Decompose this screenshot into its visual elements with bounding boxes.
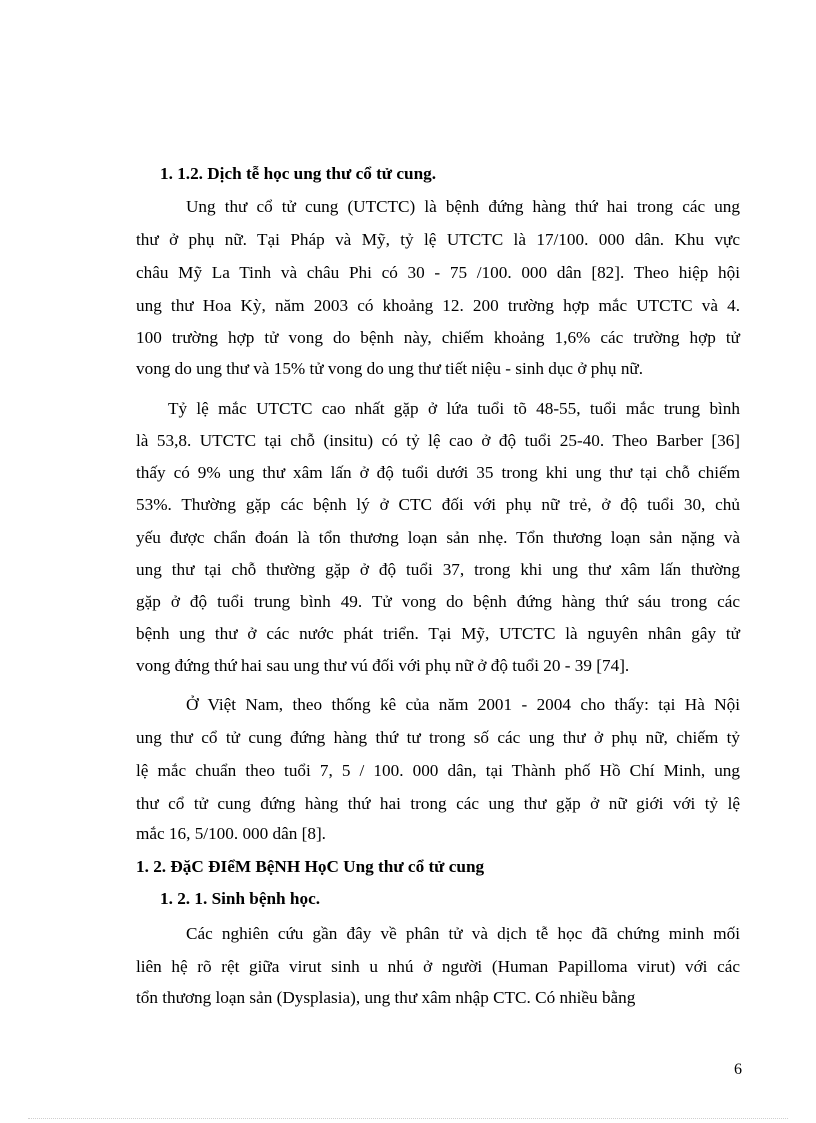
paragraph-1-line-3: châu Mỹ La Tinh và châu Phi có 30 - 75 /100. 000 dân [82]. Theo hiệp hội: [136, 263, 740, 282]
paragraph-2-line-7: gặp ở độ tuổi trung bình 49. Tử vong do bệnh đứng hàng thứ sáu trong các: [136, 592, 740, 611]
page-bottom-border: [28, 1118, 788, 1119]
page-number: 6: [734, 1061, 742, 1078]
paragraph-2-line-9: vong đứng thứ hai sau ung thư vú đối với phụ nữ ở độ tuổi 20 - 39 [74].: [136, 656, 630, 675]
paragraph-2-line-6: ung thư tại chỗ thường gặp ở độ tuổi 37, trong khi ung thư xâm lấn thường: [136, 560, 740, 579]
paragraph-3-line-3: lệ mắc chuẩn theo tuổi 7, 5 / 100. 000 dân, tại Thành phố Hồ Chí Minh, ung: [136, 761, 740, 780]
paragraph-2-line-8: bệnh ung thư ở các nước phát triển. Tại Mỹ, UTCTC là nguyên nhân gây tử: [136, 624, 740, 643]
paragraph-3-line-4: thư cổ tử cung đứng hàng thứ hai trong các ung thư gặp ở nữ giới với tỷ lệ: [136, 794, 740, 813]
paragraph-2-line-2: là 53,8. UTCTC tại chỗ (insitu) có tỷ lệ cao ở độ tuổi 25-40. Theo Barber [36]: [136, 431, 740, 450]
chapter-heading: 1. 2. ĐặC ĐIểM BệNH HọC Ung thư cổ tử cung: [136, 857, 485, 876]
paragraph-1-line-4: ung thư Hoa Kỳ, năm 2003 có khoảng 12. 200 trường hợp mắc UTCTC và 4.: [136, 296, 740, 315]
paragraph-1-line-1: Ung thư cổ tử cung (UTCTC) là bệnh đứng hàng thứ hai trong các ung: [186, 197, 740, 216]
paragraph-2-line-5: yếu được chẩn đoán là tổn thương loạn sản nhẹ. Tổn thương loạn sản nặng và: [136, 528, 740, 547]
paragraph-1-line-6: vong do ung thư và 15% tử vong do ung thư tiết niệu - sinh dục ở phụ nữ.: [136, 359, 644, 378]
paragraph-2-line-3: thấy có 9% ung thư xâm lấn ở độ tuổi dưới 35 trong khi ung thư tại chỗ chiếm: [136, 463, 740, 482]
paragraph-4-line-3: tổn thương loạn sản (Dysplasia), ung thư xâm nhập CTC. Có nhiều bằng: [136, 988, 636, 1007]
paragraph-1-line-5: 100 trường hợp tử vong do bệnh này, chiếm khoảng 1,6% các trường hợp tử: [136, 328, 740, 347]
section-heading: 1. 1.2. Dịch tễ học ung thư cổ tử cung.: [160, 164, 437, 183]
subsection-heading: 1. 2. 1. Sinh bệnh học.: [160, 889, 320, 908]
paragraph-4-line-2: liên hệ rõ rệt giữa virut sinh u nhú ở người (Human Papilloma virut) với các: [136, 957, 740, 976]
paragraph-2-line-1: Tỷ lệ mắc UTCTC cao nhất gặp ở lứa tuổi tõ 48-55, tuổi mắc trung bình: [168, 399, 740, 418]
paragraph-3-line-1: Ở Việt Nam, theo thống kê của năm 2001 - 2004 cho thấy: tại Hà Nội: [186, 695, 740, 714]
paragraph-4-line-1: Các nghiên cứu gần đây về phân tử và dịch tễ học đã chứng minh mối: [186, 924, 740, 943]
paragraph-2-line-4: 53%. Thường gặp các bệnh lý ở CTC đối với phụ nữ trẻ, ở độ tuổi 30, chủ: [136, 495, 740, 514]
paragraph-3-line-5: mắc 16, 5/100. 000 dân [8].: [136, 824, 326, 843]
paragraph-3-line-2: ung thư cổ tử cung đứng hàng thứ tư trong số các ung thư ở phụ nữ, chiếm tỷ: [136, 728, 740, 747]
paragraph-1-line-2: thư ở phụ nữ. Tại Pháp và Mỹ, tỷ lệ UTCTC là 17/100. 000 dân. Khu vực: [136, 230, 740, 249]
